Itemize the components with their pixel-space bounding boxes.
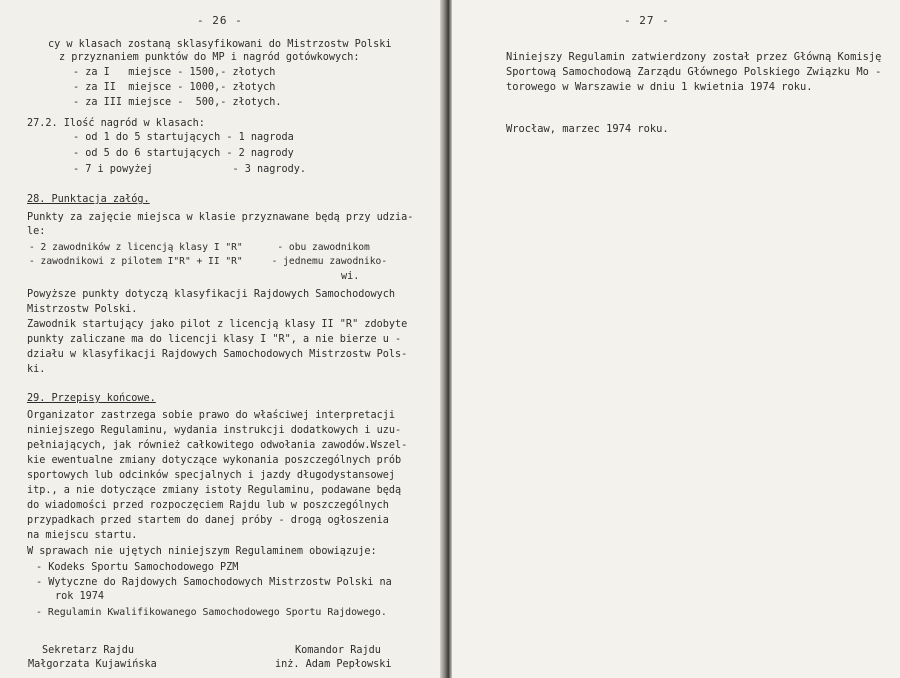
text-line: na miejscu startu. — [27, 530, 138, 541]
section-heading-29: 29. Przepisy końcowe. — [27, 393, 156, 404]
text-line: - od 1 do 5 startujących - 1 nagroda — [73, 132, 294, 143]
text-line: wi. — [341, 271, 360, 282]
text-line: torowego w Warszawie w dniu 1 kwietnia 1974 roku. — [506, 81, 813, 93]
text-line: przypadkach przed startem do danej próby - drogą ogłoszenia — [27, 515, 389, 526]
text-line: z przyznaniem punktów do MP i nagród gotówkowych: — [59, 52, 360, 63]
text-line: - za III miejsce - 500,- złotych. — [73, 97, 282, 108]
text-line: itp., a nie dotyczące zmiany istoty Regulaminu, podawane będą — [27, 485, 402, 496]
text-line: kie ewentualne zmiany dotyczące wykonania poszczególnych prób — [27, 455, 402, 466]
signature-secretary-title: Sekretarz Rajdu — [42, 645, 135, 656]
text-line: Mistrzostw Polski. — [27, 304, 138, 315]
signature-secretary-name: Małgorzata Kujawińska — [28, 659, 157, 670]
signature-commander-title: Komandor Rajdu — [295, 645, 381, 656]
section-heading-28: 28. Punktacja załóg. — [27, 194, 150, 205]
text-line: Zawodnik startujący jako pilot z licencją klasy II "R" zdobyte — [27, 319, 408, 330]
page-number-left: - 26 - — [197, 14, 243, 27]
text-line: działu w klasyfikacji Rajdowych Samochodowych Mistrzostw Pols- — [27, 349, 408, 360]
text-line: niniejszego Regulaminu, wydania instrukcji dodatkowych i uzu- — [27, 425, 402, 436]
text-line: Niniejszy Regulamin zatwierdzony został przez Główną Komisję — [506, 51, 882, 63]
text-line: ki. — [27, 364, 46, 375]
text-line: - za II miejsce - 1000,- złotych — [73, 82, 276, 93]
left-page — [0, 0, 440, 678]
text-line: Sportową Samochodową Zarządu Głównego Polskiego Związku Mo - — [506, 66, 882, 78]
text-line: - zawodnikowi z pilotem I"R" + II "R" - jednemu zawodniko- — [29, 256, 388, 267]
text-line: - Regulamin Kwalifikowanego Samochodowego Sportu Rajdowego. — [36, 607, 387, 618]
text-line: - Kodeks Sportu Samochodowego PZM — [36, 562, 239, 573]
text-line: rok 1974 — [55, 591, 105, 602]
text-line: 27.2. Ilość nagród w klasach: — [27, 118, 205, 129]
text-line: - 2 zawodników z licencją klasy I "R" - obu zawodnikom — [29, 242, 370, 253]
text-line: punkty zaliczane ma do licencji klasy I "R", a nie bierze u - — [27, 334, 402, 345]
right-page — [452, 0, 900, 678]
text-line: le: — [27, 226, 46, 237]
text-line: - 7 i powyżej - 3 nagrody. — [73, 164, 307, 175]
book-spine — [440, 0, 452, 678]
text-line: Punkty za zajęcie miejsca w klasie przyznawane będą przy udzia- — [27, 212, 414, 223]
text-line: Organizator zastrzega sobie prawo do właściwej interpretacji — [27, 410, 396, 421]
text-line: - za I miejsce - 1500,- złotych — [73, 67, 276, 78]
text-line: W sprawach nie ujętych niniejszym Regulaminem obowiązuje: — [27, 546, 377, 557]
text-line: - od 5 do 6 startujących - 2 nagrody — [73, 148, 294, 159]
text-line: - Wytyczne do Rajdowych Samochodowych Mistrzostw Polski na — [36, 577, 392, 588]
place-date: Wrocław, marzec 1974 roku. — [506, 123, 669, 135]
text-line: cy w klasach zostaną sklasyfikowani do Mistrzostw Polski — [48, 39, 392, 50]
page-number-right: - 27 - — [624, 14, 670, 27]
text-line: pełniających, jak również całkowitego odwołania zawodów.Wszel- — [27, 440, 408, 451]
text-line: sportowych lub odcinków specjalnych i jazdy długodystansowej — [27, 470, 396, 481]
text-line: Powyższe punkty dotyczą klasyfikacji Rajdowych Samochodowych — [27, 289, 396, 300]
signature-commander-name: inż. Adam Pepłowski — [275, 659, 392, 670]
text-line: do wiadomości przed rozpoczęciem Rajdu lub w poszczególnych — [27, 500, 389, 511]
